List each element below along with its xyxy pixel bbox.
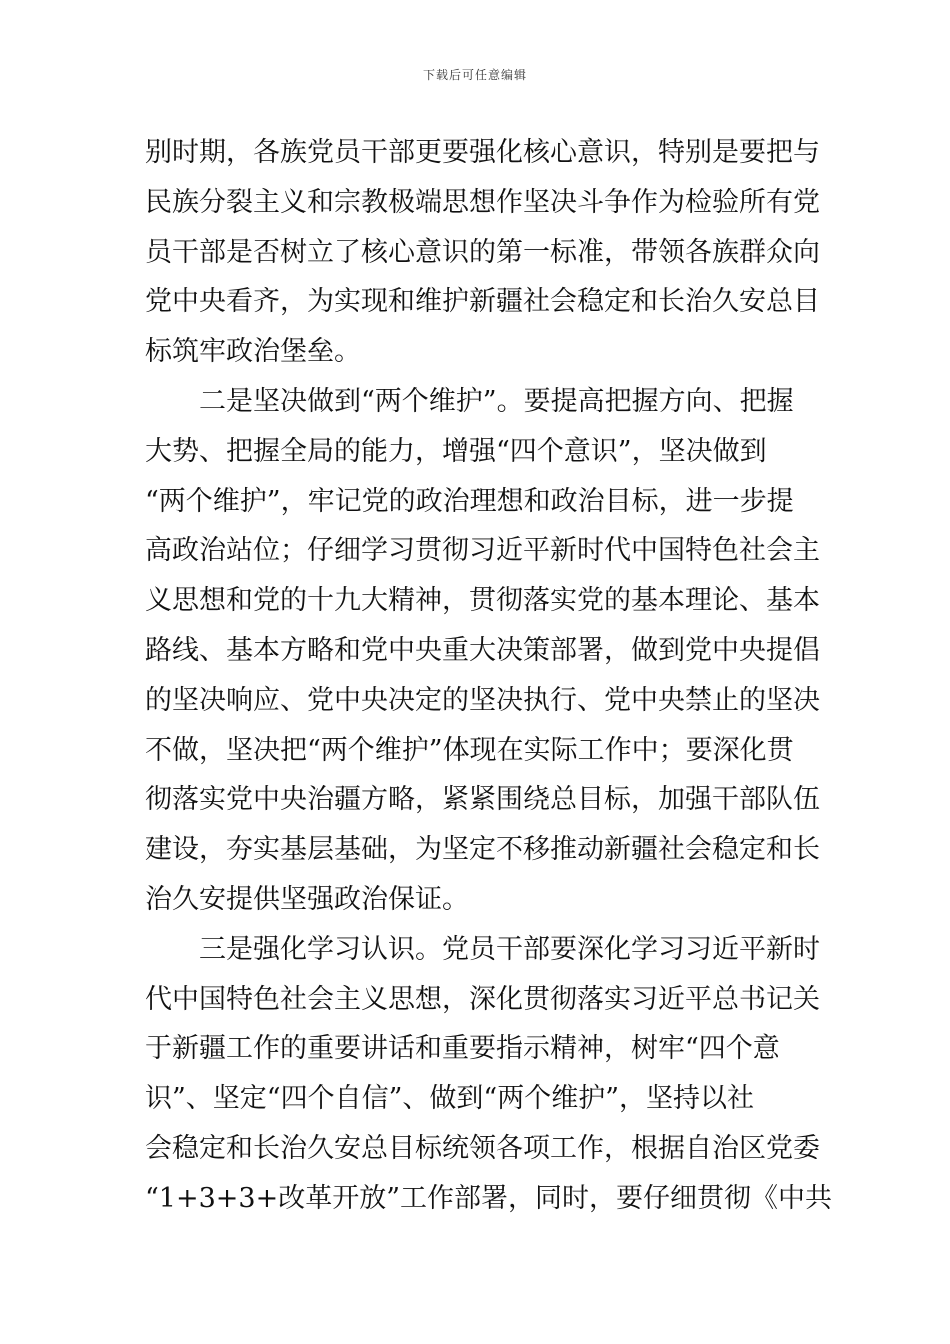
- page-header-note: 下载后可任意编辑: [422, 68, 527, 82]
- text-line: 义思想和党的十九大精神，贯彻落实党的基本理论、基本: [145, 585, 820, 617]
- paragraph-start-line: 三是强化学习认识。党员干部要深化学习习近平新时: [199, 933, 820, 965]
- text-line: “两个维护”，牢记党的政治理想和政治目标，进一步提: [145, 485, 794, 517]
- text-line: 彻落实党中央治疆方略，紧紧围绕总目标，加强干部队伍: [145, 784, 820, 816]
- text-line: 党中央看齐，为实现和维护新疆社会稳定和长治久安总目: [145, 286, 820, 318]
- text-line: 大势、把握全局的能力，增强“四个意识”，坚决做到: [145, 435, 767, 467]
- text-line: 别时期，各族党员干部更要强化核心意识，特别是要把与: [145, 137, 820, 168]
- text-line: 民族分裂主义和宗教极端思想作坚决斗争作为检验所有党: [145, 186, 820, 218]
- text-line: 的坚决响应、党中央决定的坚决执行、党中央禁止的坚决: [145, 684, 820, 716]
- text-line: 高政治站位；仔细学习贯彻习近平新时代中国特色社会主: [145, 535, 820, 567]
- text-line: “1+3+3+改革开放”工作部署，同时，要仔细贯彻《中共: [145, 1182, 833, 1214]
- text-line: 路线、基本方略和党中央重大决策部署，做到党中央提倡: [145, 634, 820, 666]
- text-line: 于新疆工作的重要讲话和重要指示精神，树牢“四个意: [145, 1033, 780, 1065]
- text-line: 员干部是否树立了核心意识的第一标准，带领各族群众向: [145, 236, 820, 268]
- text-line: 识”、坚定“四个自信”、做到“两个维护”，坚持以社: [145, 1083, 755, 1115]
- text-line: 会稳定和长治久安总目标统领各项工作，根据自治区党委: [145, 1132, 820, 1164]
- text-line: 标筑牢政治堡垒。: [145, 336, 361, 368]
- text-line: 治久安提供坚强政治保证。: [145, 883, 469, 915]
- document-body: [145, 128, 833, 1224]
- text-line: 建设，夯实基层基础，为坚定不移推动新疆社会稳定和长: [145, 834, 820, 866]
- paragraph-start-line: 二是坚决做到“两个维护”。要提高把握方向、把握: [199, 385, 794, 417]
- text-line: 代中国特色社会主义思想，深化贯彻落实习近平总书记关: [145, 983, 820, 1015]
- text-line: 不做，坚决把“两个维护”体现在实际工作中；要深化贯: [145, 734, 794, 766]
